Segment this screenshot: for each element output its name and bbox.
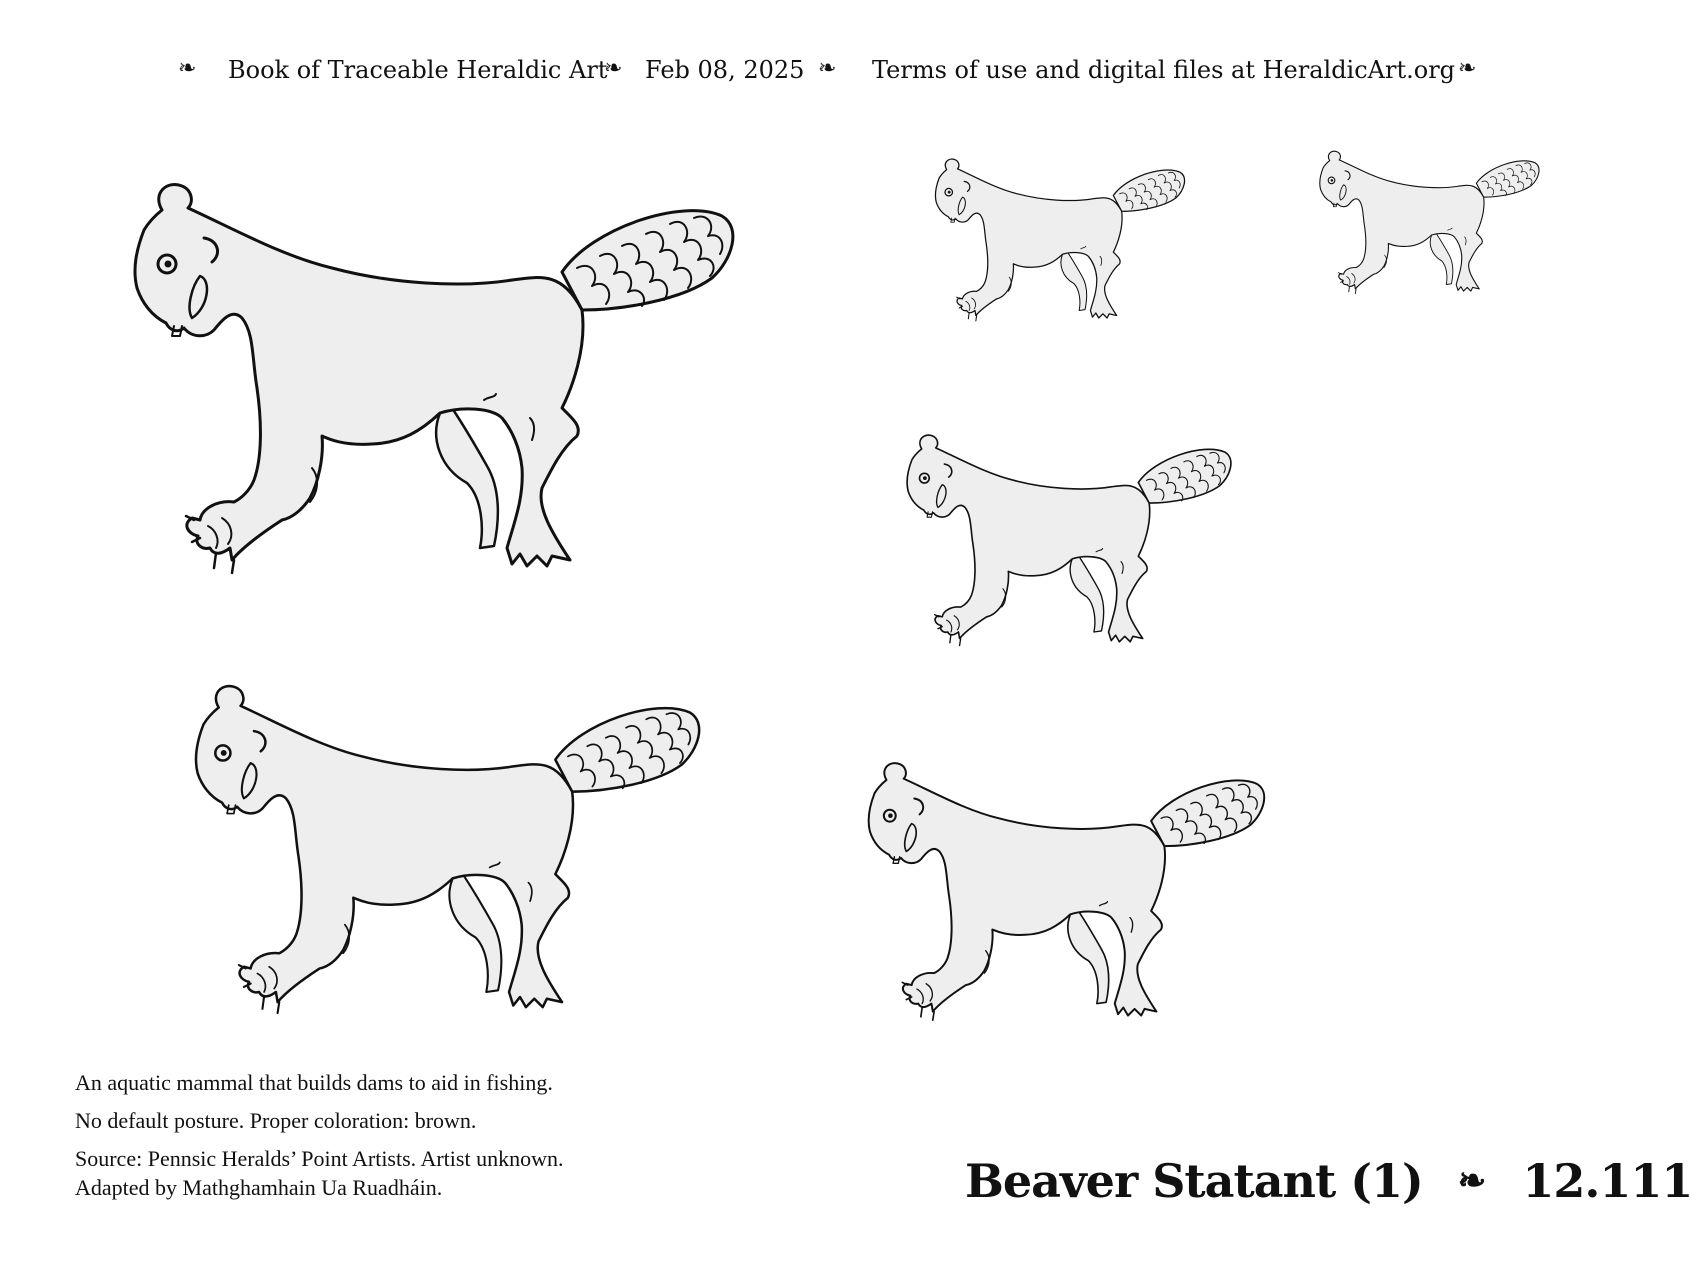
plate-number: 12.111: [1522, 1154, 1692, 1208]
page-header: [0, 56, 1650, 96]
print-date: Feb 08, 2025: [645, 56, 805, 84]
source-credit: Source: Pennsic Heralds’ Point Artists. Artist unknown.: [75, 1146, 564, 1171]
adapter-credit: Adapted by Mathghamhain Ua Ruadháin.: [75, 1175, 443, 1200]
description-text: An aquatic mammal that builds dams to aid in fishing.: [75, 1070, 553, 1095]
beaver-figure-large: [122, 168, 722, 568]
terms-notice: Terms of use and digital files at HeraldicArt.org: [872, 56, 1456, 84]
fleuron-icon: ❧: [604, 56, 623, 81]
blazon-note: No default posture. Proper coloration: brown.: [75, 1108, 477, 1133]
plate-title: [965, 1150, 1692, 1220]
description-block: [75, 1068, 775, 1211]
plate-name: Beaver Statant (1): [965, 1154, 1423, 1208]
fleuron-icon: ❧: [1457, 1161, 1486, 1201]
beaver-figure-medium: [900, 426, 1225, 643]
beaver-figure-small: [1315, 145, 1535, 292]
book-title: Book of Traceable Heraldic Art: [228, 56, 608, 84]
fleuron-icon: ❧: [178, 56, 197, 81]
fleuron-icon: ❧: [818, 56, 837, 81]
beaver-figure-large: [185, 672, 690, 1009]
beaver-figure-medium: [860, 752, 1257, 1017]
beaver-figure-small: [930, 152, 1180, 319]
fleuron-icon: ❧: [1458, 56, 1477, 81]
